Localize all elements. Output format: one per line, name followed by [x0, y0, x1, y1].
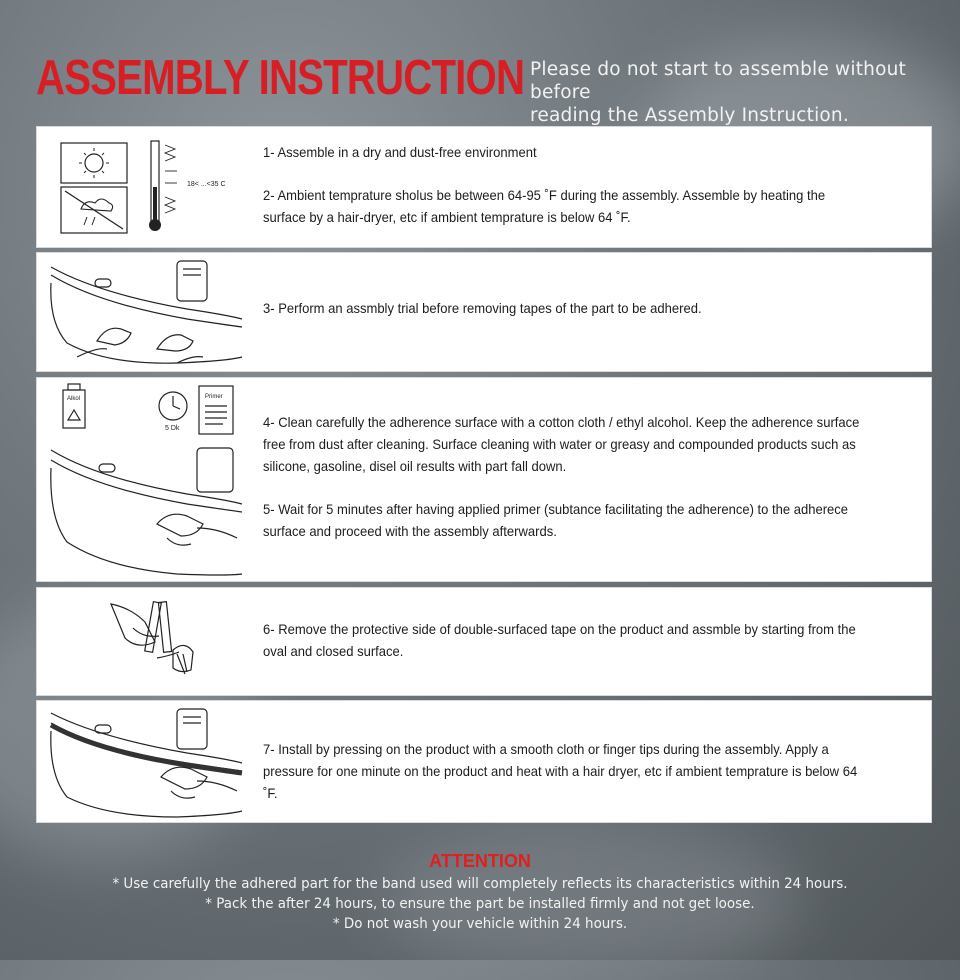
page-subtitle: [530, 58, 950, 127]
peel-tape-icon: [37, 588, 257, 695]
step-panel-4: [36, 587, 932, 696]
press-install-tailgate-icon: [37, 701, 257, 822]
trial-fit-tailgate-icon: [37, 253, 257, 371]
step-line: 5- Wait for 5 minutes after having applied primer (subtance facilitating the adherence) to the adherece surface and proceed with the assembly afterwards.: [263, 501, 849, 539]
attention-note: * Pack the after 24 hours, to ensure the part be installed firmly and not get loose.: [205, 896, 755, 912]
step-text: [263, 411, 864, 542]
attention-note: * Do not wash your vehicle within 24 hours.: [332, 916, 628, 932]
step-panel-5: [36, 700, 932, 823]
step-line: 1- Assemble in a dry and dust-free environment: [263, 144, 537, 160]
clean-primer-tailgate-icon: [37, 378, 257, 581]
step-text: [263, 738, 864, 804]
primer-label: Primer: [205, 394, 223, 400]
step-line: 6- Remove the protective side of double-surfaced tape on the product and assmble by starting from the oval and closed surface.: [263, 621, 856, 659]
step-line: 4- Clean carefully the adherence surface with a cotton cloth / ethyl alcohol. Keep the adherence surface free from dust after cleaning. Surface cleaning with water or greasy and compounded products such as silicone, gasoline, disel oil results with part fall down.: [263, 414, 860, 474]
clock-label: 5 Dk: [165, 425, 180, 432]
step-line: 2- Ambient temprature sholus be between 64-95 ˚F during the assembly. Assemble by heating the surface by a hair-dryer, etc if ambient temprature is below 64 ˚F.: [263, 187, 826, 225]
thermometer-range-label: 18< ...<35 C: [187, 181, 226, 188]
attention-note: * Use carefully the adhered part for the band used will completely reflects its characteristics within 24 hours.: [112, 876, 848, 892]
attention-notes: [0, 874, 960, 934]
step-panel-3: [36, 377, 932, 582]
step-text: [263, 618, 864, 662]
attention-title: ATTENTION: [429, 851, 531, 871]
weather-thermometer-icon: [37, 127, 257, 247]
subtitle-line: reading the Assembly Instruction.: [530, 105, 849, 126]
step-panel-1: [36, 126, 932, 248]
step-text: [263, 141, 864, 228]
subtitle-line: Please do not start to assemble without before: [530, 59, 906, 103]
step-text: [263, 297, 864, 319]
step-line: 3- Perform an assmbly trial before removing tapes of the part to be adhered.: [263, 300, 702, 316]
page-title: ASSEMBLY INSTRUCTION: [36, 51, 525, 105]
step-panel-2: [36, 252, 932, 372]
step-line: 7- Install by pressing on the product with a smooth cloth or finger tips during the assembly. Apply a pressure for one minute on the product and heat with a hair dryer, etc if ambient temprature is below 64 ˚F.: [263, 741, 858, 801]
alcohol-bottle-label: Alkol: [67, 396, 81, 402]
